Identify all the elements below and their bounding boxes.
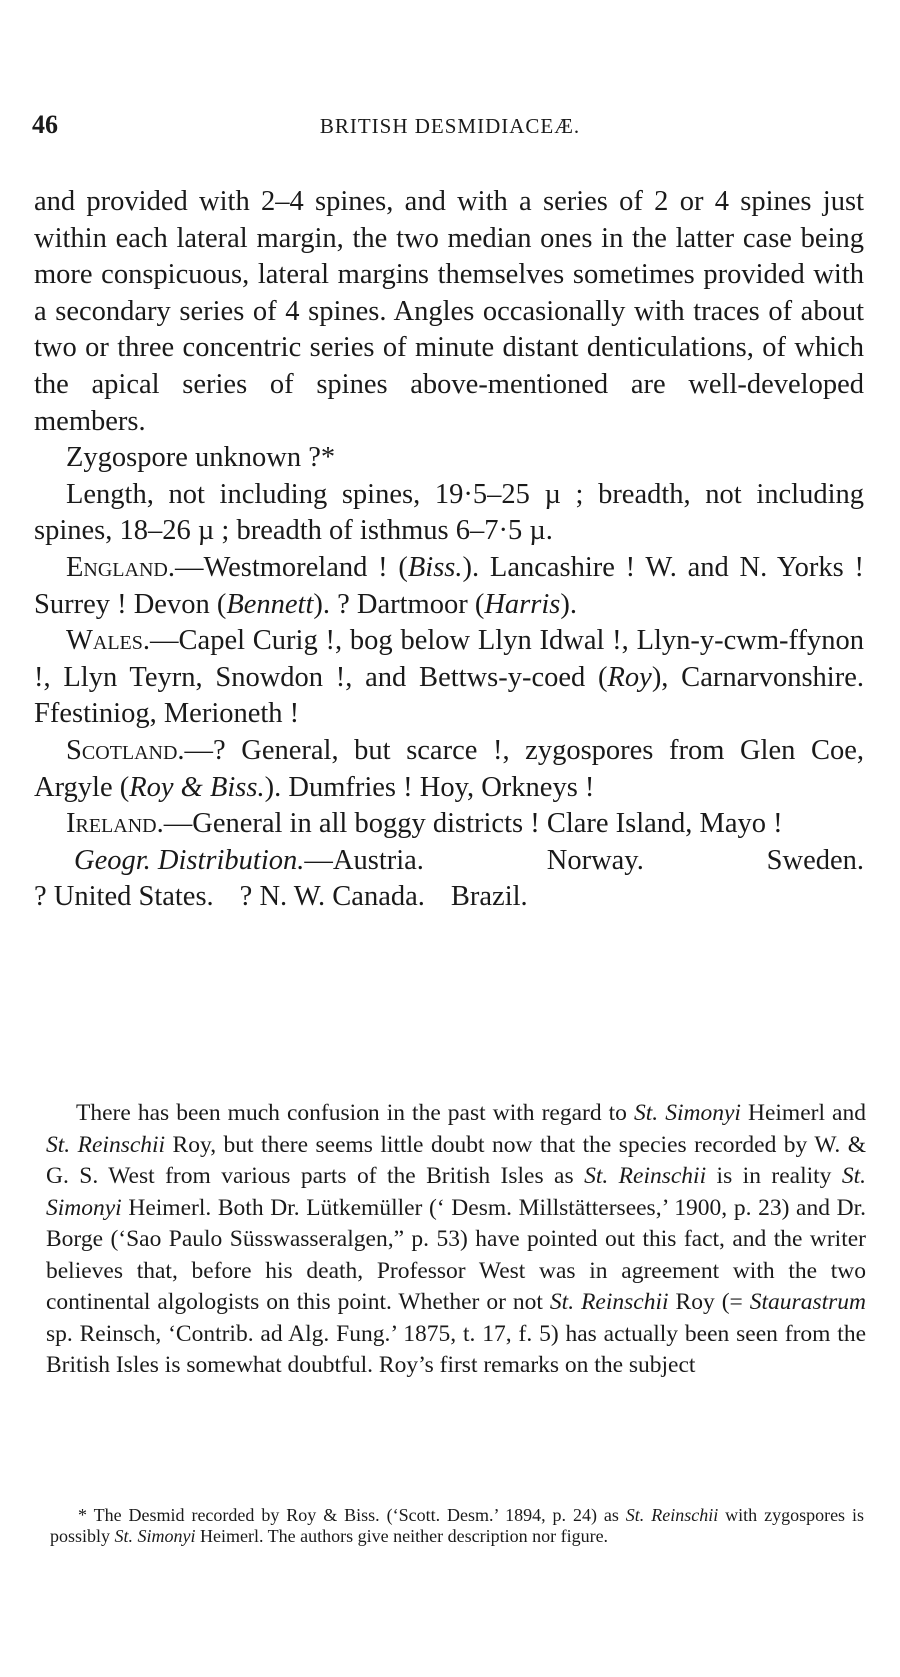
geography-item: Sweden.	[766, 844, 864, 876]
page-header	[32, 110, 868, 150]
locality-text: ). Dumfries ! Hoy, Orkneys !	[264, 771, 595, 803]
authority-name: Roy	[607, 661, 652, 693]
authority-name: Roy & Biss.	[129, 771, 265, 803]
geography-item: ? N. W. Canada.	[239, 881, 425, 913]
region-label: Wales.	[66, 625, 151, 657]
geography-item: Norway.	[546, 844, 644, 876]
locality-text: ).	[560, 588, 577, 620]
locality-text: —? General, but scarce !, zygospores from Glen Coe, Argyle (	[34, 734, 864, 803]
distribution-wales	[34, 623, 864, 733]
region-label: Scotland.	[66, 734, 185, 766]
authority-name: Bennett	[226, 588, 314, 620]
region-label: England.	[66, 551, 175, 583]
running-head: BRITISH DESMIDIACEÆ.	[319, 114, 581, 138]
authority-name: Biss.	[407, 551, 463, 583]
footnote-text: * The Desmid recorded by Roy & Biss. (‘Scott. Desm.’ 1894, p. 24) as St. Reinschii with zygospores is possibly St. Simonyi Heimerl. The authors give neither description nor figure.	[50, 1505, 864, 1546]
geographic-distribution-line-2	[34, 879, 864, 916]
geography-label: Geogr. Distribution.	[74, 844, 305, 876]
locality-text: —Westmoreland ! (	[174, 551, 408, 583]
geographic-distribution-line-1	[34, 843, 864, 880]
locality-text: ), Carnarvonshire. Ffestiniog, Merioneth !	[34, 661, 864, 730]
note-paragraph: There has been much confusion in the past with regard to St. Simonyi Heimerl and St. Reinschii Roy, but there seems little doubt now that the species recorded by W. & G. S. West from various parts of the British Isles as St. Reinschii is in reality St. Simonyi Heimerl. Both Dr. Lütkemüller (‘ Desm. Millstättersees,’ 1900, p. 23) and Dr. Borge (‘Sao Paulo Süsswasseralgen,” p. 53) have pointed out this fact, and the writer believes that, before his death, Professor West was in agreement with the two continental algologists on this point. Whether or not St. Reinschii Roy (= Staurastrum sp. Reinsch, ‘Contrib. ad Alg. Fung.’ 1875, t. 17, f. 5) has actually been seen from the British Isles is somewhat doubtful. Roy’s first remarks on the subject	[46, 1100, 866, 1378]
locality-text: —Capel Curig !, bog below Llyn Idwal !, Llyn-y-cwm-ffynon !, Llyn Teyrn, Snowdon !, and Bettws-y-coed (	[34, 625, 864, 693]
footnote	[50, 1505, 864, 1547]
description-paragraph: and provided with 2–4 spines, and with a series of 2 or 4 spines just within each lateral margin, the two median ones in the latter case being more conspicuous, lateral margins themselves sometimes provided with a secondary series of 4 spines. Angles occasionally with traces of about two or three concentric series of minute distant denticulations, of which the apical series of spines above-mentioned are well-developed members.	[34, 186, 864, 437]
distribution-ireland	[34, 806, 864, 843]
zygospore-line: Zygospore unknown ?*	[66, 442, 336, 474]
geography-item: —Austria.	[304, 844, 424, 876]
distribution-scotland	[34, 733, 864, 806]
geography-item: Brazil.	[450, 881, 528, 913]
region-label: Ireland.	[66, 808, 164, 840]
locality-text: —General in all boggy districts ! Clare Island, Mayo !	[163, 808, 783, 840]
geography-item: ? United States.	[34, 881, 214, 913]
species-description	[34, 184, 864, 916]
page-number: 46	[32, 110, 58, 139]
locality-text: ). Lancashire ! W. and N. Yorks ! Surrey ! Devon (	[34, 551, 864, 620]
measurements-paragraph: Length, not including spines, 19·5–25 µ ; breadth, not including spines, 18–26 µ ; breadth of isthmus 6–7·5 µ.	[34, 478, 864, 547]
locality-text: ). ? Dartmoor (	[313, 588, 485, 620]
taxonomic-note	[46, 1098, 866, 1382]
authority-name: Harris	[484, 588, 561, 620]
distribution-england	[34, 550, 864, 623]
